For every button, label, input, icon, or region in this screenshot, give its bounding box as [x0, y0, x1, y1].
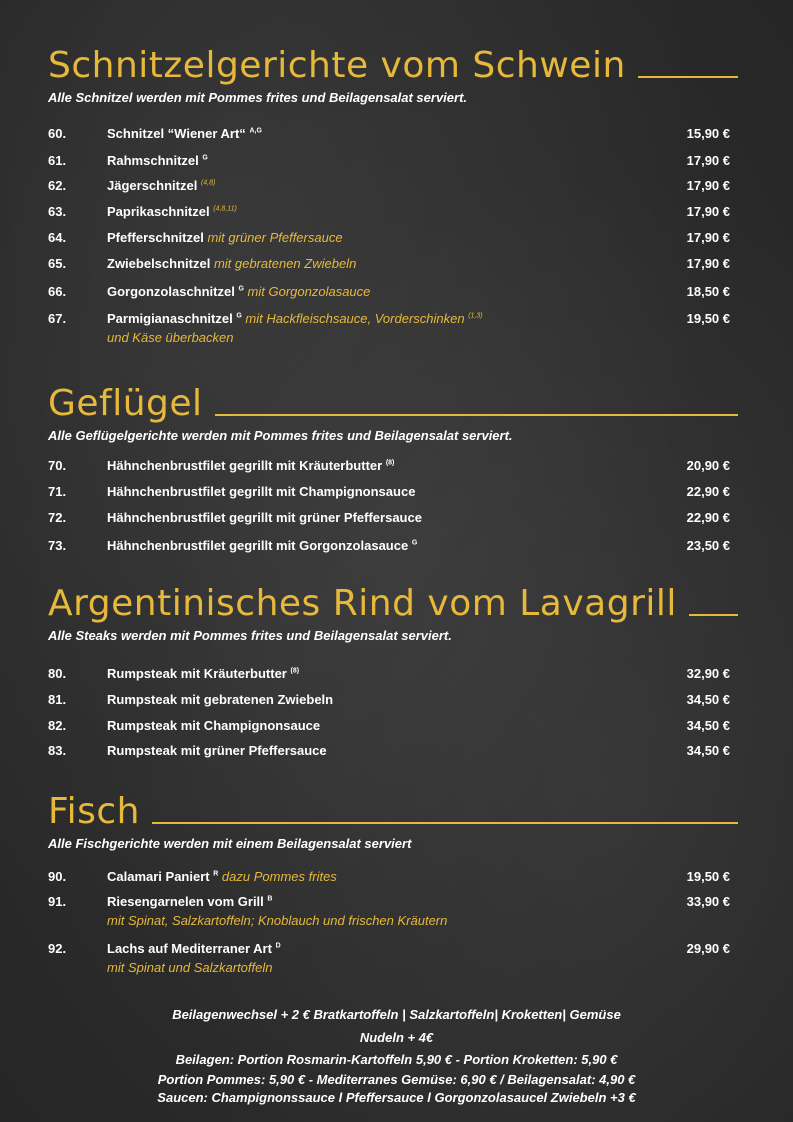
item-title: Lachs auf Mediterraner Art	[107, 941, 272, 956]
section-title: Argentinisches Rind vom Lavagrill	[48, 586, 738, 622]
allergen-code: R	[213, 870, 219, 878]
title-rule	[689, 614, 738, 616]
item-title: Hähnchenbrustfilet gegrillt mit Gorgonzolasauce	[107, 538, 409, 553]
item-title: Jägerschnitzel	[107, 178, 198, 193]
allergen-code: (8)	[385, 459, 395, 467]
item-description: mit Spinat, Salzkartoffeln; Knoblauch und frischen Kräutern	[107, 913, 448, 928]
item-title: Rumpsteak mit gebratenen Zwiebeln	[107, 692, 334, 707]
footer-line: Saucen: Champignonssauce l Pfeffersauce l Gorgonzolasaucel Zwiebeln +3 €	[157, 1090, 636, 1105]
footer-line: Beilagen: Portion Rosmarin-Kartoffeln 5,90 € - Portion Kroketten: 5,90 €	[175, 1052, 618, 1067]
item-title: Pfefferschnitzel	[107, 230, 204, 245]
item-name	[107, 204, 237, 219]
allergen-code: G	[411, 539, 418, 547]
item-number: 91.	[48, 894, 67, 909]
item-number: 82.	[48, 718, 67, 733]
item-name	[107, 178, 215, 193]
item-name	[107, 666, 299, 681]
item-price: 23,50 €	[686, 538, 730, 553]
allergen-code: (8)	[290, 667, 300, 675]
item-number: 81.	[48, 692, 67, 707]
item-price: 34,50 €	[686, 692, 730, 707]
item-description: mit grüner Pfeffersauce	[207, 230, 343, 245]
item-number: 71.	[48, 484, 67, 499]
item-description: mit Gorgonzolasauce	[247, 284, 371, 299]
item-description: mit Spinat und Salzkartoffeln	[107, 960, 273, 975]
item-title: Rumpsteak mit grüner Pfeffersauce	[107, 743, 327, 758]
item-title: Gorgonzolaschnitzel	[107, 284, 235, 299]
item-number: 64.	[48, 230, 67, 245]
section-subtitle: Alle Schnitzel werden mit Pommes frites und Beilagensalat serviert.	[48, 90, 468, 105]
item-name	[107, 538, 417, 553]
allergen-code: B	[267, 895, 273, 903]
allergen-code: D	[275, 942, 281, 950]
item-number: 72.	[48, 510, 67, 525]
item-title: Hähnchenbrustfilet gegrillt mit grüner Pfeffersauce	[107, 510, 422, 525]
item-number: 67.	[48, 311, 67, 326]
item-description: mit gebratenen Zwiebeln	[213, 256, 357, 271]
item-number: 60.	[48, 126, 67, 141]
additive-code: (1,3)	[468, 312, 483, 320]
footer-line: Beilagenwechsel + 2 € Bratkartoffeln | Salzkartoffeln| Kroketten| Gemüse	[172, 1007, 621, 1022]
item-title: Zwiebelschnitzel	[107, 256, 211, 271]
item-name	[107, 692, 333, 707]
item-price: 20,90 €	[686, 458, 730, 473]
item-title: Rumpsteak mit Champignonsauce	[107, 718, 321, 733]
item-price: 33,90 €	[686, 894, 730, 909]
footer-line: Portion Pommes: 5,90 € - Mediterranes Gemüse: 6,90 € / Beilagensalat: 4,90 €	[157, 1072, 636, 1087]
footer-line: Nudeln + 4€	[359, 1030, 434, 1045]
section-subtitle: Alle Steaks werden mit Pommes frites und Beilagensalat serviert.	[48, 628, 452, 643]
section-title: Fisch	[48, 794, 738, 830]
item-name	[107, 869, 337, 884]
item-name	[107, 284, 370, 299]
item-name	[107, 510, 422, 525]
item-name	[107, 126, 262, 141]
item-price: 22,90 €	[686, 484, 730, 499]
allergen-code: G	[238, 285, 244, 293]
item-name	[107, 230, 343, 245]
item-price: 29,90 €	[686, 941, 730, 956]
item-title: Schnitzel “Wiener Art“	[107, 126, 246, 141]
item-price: 18,50 €	[686, 284, 730, 299]
item-number: 73.	[48, 538, 67, 553]
item-number: 63.	[48, 204, 67, 219]
additive-code: (4,8,11)	[213, 205, 237, 213]
item-description: mit Hackfleischsauce, Vorderschinken	[245, 311, 465, 326]
item-price: 17,90 €	[686, 178, 730, 193]
item-price: 32,90 €	[686, 666, 730, 681]
item-name	[107, 256, 356, 271]
item-name	[107, 153, 208, 168]
item-name	[107, 894, 272, 909]
item-number: 66.	[48, 284, 67, 299]
item-price: 17,90 €	[686, 230, 730, 245]
item-name	[107, 941, 281, 956]
item-name	[107, 484, 415, 499]
item-title: Parmigianaschnitzel	[107, 311, 233, 326]
section-rind	[48, 583, 738, 643]
item-title: Rahmschnitzel	[107, 153, 199, 168]
item-title: Hähnchenbrustfilet gegrillt mit Champignonsauce	[107, 484, 416, 499]
section-schnitzel	[48, 45, 738, 105]
item-name	[107, 743, 327, 758]
additive-code: (4,8)	[200, 179, 216, 187]
item-price: 15,90 €	[686, 126, 730, 141]
item-title: Calamari Paniert	[107, 869, 210, 884]
section-subtitle: Alle Geflügelgerichte werden mit Pommes frites und Beilagensalat serviert.	[48, 428, 513, 443]
item-number: 65.	[48, 256, 67, 271]
item-price: 34,50 €	[686, 718, 730, 733]
title-rule	[638, 76, 738, 78]
item-number: 61.	[48, 153, 67, 168]
allergen-code: A,G	[249, 127, 262, 135]
section-title: Geflügel	[48, 386, 738, 422]
item-name	[107, 718, 320, 733]
title-rule	[215, 414, 738, 416]
section-fisch	[48, 791, 738, 851]
section-gefluegel	[48, 383, 738, 443]
allergen-code: G	[236, 312, 242, 320]
title-rule	[152, 822, 738, 824]
section-subtitle: Alle Fischgerichte werden mit einem Beilagensalat serviert	[48, 836, 412, 851]
item-number: 83.	[48, 743, 67, 758]
item-title: Hähnchenbrustfilet gegrillt mit Kräuterbutter	[107, 458, 383, 473]
item-name	[107, 458, 394, 473]
item-price: 34,50 €	[686, 743, 730, 758]
item-price: 22,90 €	[686, 510, 730, 525]
item-title: Paprikaschnitzel	[107, 204, 210, 219]
item-price: 17,90 €	[686, 153, 730, 168]
item-number: 80.	[48, 666, 67, 681]
item-price: 17,90 €	[686, 256, 730, 271]
item-number: 70.	[48, 458, 67, 473]
allergen-code: G	[202, 154, 208, 162]
section-title: Schnitzelgerichte vom Schwein	[48, 48, 738, 84]
item-price: 19,50 €	[686, 869, 730, 884]
item-description: dazu Pommes frites	[221, 869, 337, 884]
item-title: Rumpsteak mit Kräuterbutter	[107, 666, 287, 681]
item-title: Riesengarnelen vom Grill	[107, 894, 264, 909]
item-price: 19,50 €	[686, 311, 730, 326]
item-description: und Käse überbacken	[107, 330, 234, 345]
item-number: 90.	[48, 869, 67, 884]
item-number: 92.	[48, 941, 67, 956]
item-number: 62.	[48, 178, 67, 193]
item-name	[107, 311, 483, 326]
item-price: 17,90 €	[686, 204, 730, 219]
